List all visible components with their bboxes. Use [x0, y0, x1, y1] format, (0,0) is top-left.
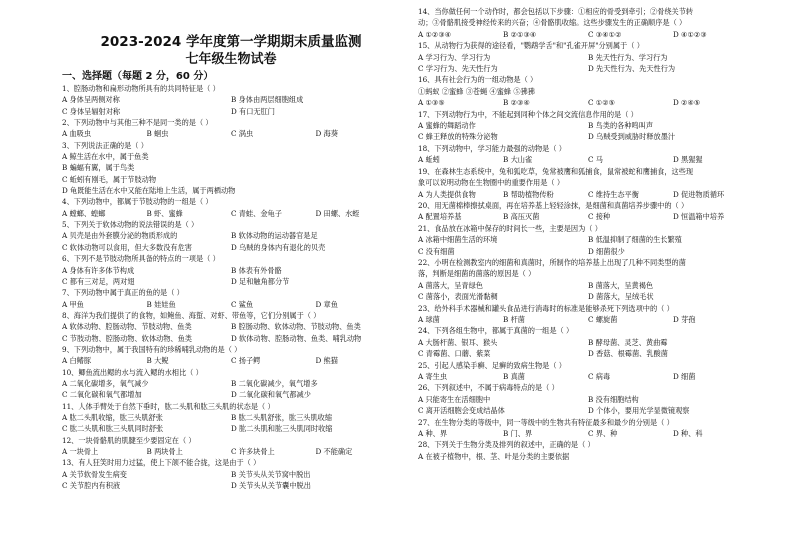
answer-option: D 恒温箱中培养: [673, 212, 725, 222]
options-row: [62, 412, 400, 423]
answer-option: C 蜂王释放的特殊分泌物: [418, 132, 498, 142]
question-line: 19、在森林生态系统中，兔和狐吃草，兔常被鹰和狐捕食，鼠常被蛇和鹰捕食，这些现: [418, 166, 694, 176]
answer-option: D 细菌很少: [588, 246, 625, 256]
answer-option: C 青蛙、金龟子: [231, 208, 282, 218]
answer-option: D 种、科: [673, 429, 703, 439]
answer-option: A 甲鱼: [62, 299, 84, 309]
options-row: [418, 394, 758, 405]
options-row: [62, 299, 400, 310]
options-row: [418, 348, 758, 359]
answer-option: B 鸟类的各种鸣叫声: [588, 121, 654, 131]
answer-option: A 配置培养基: [418, 212, 462, 222]
options-row: [418, 280, 758, 291]
answer-option: D 个体小，要用光学显微镜观察: [588, 406, 690, 416]
answer-option: A 冰箱中细菌生活的环境: [418, 235, 498, 245]
question-line: 27、在生物分类的等级中，同一等级中的生物共有特征最多和最少的分别是（ ）: [418, 417, 674, 427]
answer-option: A 菌落大，呈青绿色: [418, 280, 483, 290]
left-questions: [62, 83, 400, 491]
answer-option: B 软体动物的运动器官是足: [231, 231, 318, 241]
options-row: [62, 276, 400, 287]
answer-option: D 乌贼受到威胁时释放墨汁: [588, 132, 676, 142]
answer-option: B 大山雀: [503, 155, 533, 165]
options-row: [418, 246, 758, 257]
question-line: C 蚯蚓有刚毛，属于节肢动物: [62, 174, 157, 184]
answer-option: D 促进物质循环: [673, 189, 725, 199]
answer-option: D 细菌: [673, 372, 696, 381]
question-line: 4、下列动物中，都属于节肢动物的一组是（ ）: [62, 197, 213, 207]
answer-option: A 身体呈两侧对称: [62, 95, 120, 105]
answer-option: A 为人类提供食物: [418, 189, 476, 199]
answer-option: B 二氧化碳减少，氧气增多: [231, 378, 318, 388]
options-row: [418, 211, 758, 222]
answer-option: A 肱二头肌收缩，肱三头肌舒张: [62, 412, 163, 422]
answer-option: B 娃娃鱼: [146, 299, 176, 309]
answer-option: C 二氧化碳和氧气都增加: [62, 390, 142, 400]
question-line: 14、当你做任何一个动作时，都会包括以下步骤：①相应的骨受到牵引；②骨绕关节转: [418, 7, 694, 16]
options-row: [62, 106, 400, 117]
answer-option: C 界、种: [588, 429, 618, 439]
question-line: 16、具有社会行为的一组动物是（ ）: [418, 75, 538, 85]
answer-option: A ①③⑤: [418, 98, 445, 108]
answer-option: D ②④⑤: [673, 98, 701, 108]
answer-option: A 蚯蚓: [418, 155, 440, 165]
answer-option: B 虾、蜜蜂: [146, 208, 183, 218]
options-row: [418, 234, 758, 245]
answer-option: D 关节头从关节囊中脱出: [231, 481, 311, 491]
section-heading: 一、选择题（每题 2 分，60 分）: [62, 71, 214, 82]
question-line: 12、一块骨骼肌的肌腱至少要固定在（ ）: [62, 435, 196, 445]
answer-option: B 杆菌: [503, 314, 525, 324]
answer-option: D 章鱼: [315, 299, 338, 309]
options-row: [418, 63, 758, 74]
answer-option: C 节肢动物、腔肠动物、软体动物、鱼类: [62, 333, 192, 343]
answer-option: C 马: [588, 155, 603, 165]
options-row: [418, 189, 758, 200]
question-line: D 龟既能生活在水中又能在陆地上生活，属于两栖动物: [62, 186, 236, 196]
right-column: [418, 0, 758, 462]
options-row: [62, 423, 400, 434]
answer-option: B 没有细胞结构: [588, 394, 639, 404]
options-row: [418, 314, 758, 325]
answer-option: A 二氧化碳增多，氧气减少: [62, 378, 149, 388]
answer-option: A 贝壳是由外套膜分泌的物质形成的: [62, 231, 178, 241]
answer-option: B 菌落大，呈黄褐色: [588, 280, 654, 290]
options-row: [62, 333, 400, 344]
question-line: 6、下列不是节肢动物所具备的特点的一项是（ ）: [62, 254, 220, 264]
answer-option: B 真菌: [503, 372, 525, 381]
answer-option: C 病毒: [588, 372, 611, 381]
answer-option: B 肱二头肌舒张，肱三头肌收缩: [231, 412, 333, 422]
answer-option: B 酵母菌、灵芝、黄曲霉: [588, 337, 668, 347]
answer-option: A 软体动物、腔肠动物、节肢动物、鱼类: [62, 322, 192, 332]
question-line: 落，判断是细菌的菌落的原因是（ ）: [418, 269, 536, 279]
answer-option: B ②③④: [503, 98, 530, 108]
question-line: 7、下列动物中属于真正的鱼的是（ ）: [62, 288, 184, 298]
answer-option: D 黑猩猩: [673, 155, 703, 165]
answer-option: C 许多块骨上: [231, 447, 275, 456]
options-row: [418, 29, 758, 40]
options-row: [62, 389, 400, 400]
answer-option: C 扬子鳄: [231, 356, 261, 366]
right-questions: [418, 6, 758, 462]
question-line: 3、下列说法正确的是（ ）: [62, 140, 148, 150]
answer-option: B 门、界: [503, 429, 533, 439]
answer-option: C 涡虫: [231, 129, 254, 139]
answer-option: C 青霉菌、口蘑、紫菜: [418, 349, 491, 359]
answer-option: C 接种: [588, 212, 611, 222]
options-row: [62, 265, 400, 276]
answer-option: A 一块骨上: [62, 447, 99, 456]
question-line: 25、引起人感染手癣、足癣的致病生物是（ ）: [418, 360, 566, 370]
left-column: [62, 0, 400, 491]
answer-option: B 两块骨上: [146, 447, 183, 456]
answer-option: B 蛔虫: [146, 129, 169, 139]
answer-option: C 身体呈辐射对称: [62, 106, 121, 116]
answer-option: B 大鲵: [146, 356, 169, 366]
answer-option: C 软体动物可以食用，但大多数没有危害: [62, 242, 192, 252]
options-row: [418, 131, 758, 142]
answer-option: A 只能寄生在活细胞中: [418, 394, 491, 404]
question-line: 26、下列叙述中，不属于病毒特点的是（ ）: [418, 383, 559, 393]
question-line: 22、小明在检测教室内的细菌和真菌时，所制作的培养基上出现了几种不同类型的菌: [418, 257, 686, 267]
answer-option: A 学习行为、学习行为: [418, 52, 491, 62]
answer-option: B 低温抑制了细菌的生长繁殖: [588, 235, 682, 245]
answer-option: A 血吸虫: [62, 129, 92, 139]
options-row: [62, 230, 400, 241]
question-line: 20、用无菌棉棒擦拭桌面，再在培养基上轻轻涂抹，是细菌和真菌培养步骤中的（ ）: [418, 200, 689, 210]
options-row: [418, 120, 758, 131]
answer-option: D 海葵: [315, 129, 338, 139]
answer-option: B 体表有外骨骼: [231, 265, 282, 275]
answer-option: A 蜜蜂的舞蹈动作: [418, 121, 476, 131]
answer-option: B 高压灭菌: [503, 212, 540, 222]
question-line: 28、下列关于生物分类及排列的叙述中，正确的是（ ）: [418, 440, 595, 450]
question-line: 11、人体手臂处于自然下垂时，肱二头肌和肱三头肌的状态是（ ）: [62, 401, 275, 411]
answer-option: A 球菌: [418, 314, 440, 324]
options-row: [418, 405, 758, 416]
question-line: A 鲸生活在水中，属于鱼类: [62, 152, 149, 162]
answer-option: D 肱二头肌和肱三头肌同时收缩: [231, 424, 333, 434]
answer-option: D 乌贼的身体内有退化的贝壳: [231, 242, 326, 252]
options-row: [418, 337, 758, 348]
answer-option: C 离开活细胞会变成结晶体: [418, 406, 505, 416]
options-row: [62, 469, 400, 480]
answer-option: A 身体有许多体节构成: [62, 265, 135, 275]
question-line: 动；③骨骼肌接受神经传来的兴奋；④骨骼肌收缩。这些步骤发生的正确顺序是（ ）: [418, 18, 687, 28]
answer-option: C 没有细菌: [418, 246, 455, 256]
question-line: 2、下列动物中与其他三种不是同一类的是（ ）: [62, 118, 213, 128]
answer-option: B 腔肠动物、软体动物、节肢动物、鱼类: [231, 322, 361, 332]
options-row: [418, 97, 758, 108]
answer-option: D 熊猫: [315, 356, 338, 366]
answer-option: A 螳螂、蝗螂: [62, 208, 106, 218]
answer-option: B 身体由两层细胞组成: [231, 95, 304, 105]
options-row: [62, 208, 400, 219]
answer-option: D ④①②③: [673, 29, 707, 39]
question-line: 17、下列动物行为中，不能起到同种个体之间交流信息作用的是（ ）: [418, 109, 638, 119]
question-line: ①蚂蚁 ②蜜蜂 ③苍蝇 ④蜜蜂 ⑤狒狒: [418, 86, 535, 96]
answer-option: C ①②⑤: [588, 98, 616, 108]
answer-option: C 都有三对足，两对翅: [62, 276, 135, 286]
options-row: [418, 52, 758, 63]
answer-option: A ①②③④: [418, 29, 452, 39]
answer-option: C 螺旋菌: [588, 314, 618, 324]
options-row: [418, 371, 758, 382]
answer-option: D 二氧化碳和氧气都减少: [231, 390, 311, 400]
answer-option: A 关节软骨发生病变: [62, 469, 127, 479]
options-row: [62, 128, 400, 139]
question-line: 5、下列关于软体动物的说法错误的是（ ）: [62, 220, 199, 230]
answer-option: A 大肠杆菌、银耳、猴头: [418, 337, 498, 347]
answer-option: C ③④①②: [588, 29, 622, 39]
question-line: 10、鲫鱼流出鳃的水与流入鳃的水相比（ ）: [62, 367, 203, 377]
options-row: [62, 355, 400, 366]
options-row: [418, 428, 758, 439]
question-line: 1、腔肠动物和扁形动物所具有的共同特征是（ ）: [62, 84, 220, 93]
exam-subtitle: 七年级生物试卷: [185, 52, 277, 67]
question-line: 18、下列动物中，学习能力最强的动物是（ ）: [418, 143, 566, 153]
question-line: B 蝙蝠有翼，属于鸟类: [62, 163, 135, 173]
options-row: [62, 378, 400, 389]
answer-option: B 帮助植物传粉: [503, 189, 554, 199]
answer-option: C 肱二头肌和肱三头肌同时舒张: [62, 424, 164, 434]
answer-option: D 有口无肛门: [231, 106, 275, 116]
options-row: [62, 480, 400, 491]
answer-option: D 芽孢: [673, 314, 696, 324]
answer-option: A 寄生虫: [418, 372, 448, 381]
options-row: [418, 291, 758, 302]
answer-option: D 香菇、根霉菌、乳酸菌: [588, 349, 668, 359]
question-line: A 在被子植物中，根、茎、叶是分类的主要依据: [418, 451, 570, 461]
answer-option: A 种、界: [418, 429, 448, 439]
answer-option: C 菌落小，表面光滑黏稠: [418, 292, 498, 302]
answer-option: D 足和触角都分节: [231, 276, 290, 286]
answer-option: B ②①③④: [503, 29, 537, 39]
answer-option: D 软体动物、腔肠动物、鱼类、哺乳动物: [231, 333, 362, 343]
question-line: 象可以说明动物在生物圈中的重要作用是（ ）: [418, 178, 565, 188]
answer-option: D 田螺、水蛭: [315, 208, 360, 218]
answer-option: C 学习行为、先天性行为: [418, 64, 498, 74]
question-line: 23、给外科手术器械和罐头食品进行消毒时的标准是能够杀死下列选项中的（ ）: [418, 303, 674, 313]
answer-option: D 菌落大，呈绒毛状: [588, 292, 654, 302]
options-row: [62, 446, 400, 457]
options-row: [62, 321, 400, 332]
answer-option: D 先天性行为、先天性行为: [588, 64, 676, 74]
options-row: [418, 154, 758, 165]
options-row: [62, 242, 400, 253]
question-line: 13、有人狂笑时用力过猛，使上下颌不能合拢，这是由于（ ）: [62, 458, 261, 468]
answer-option: A 白鳍豚: [62, 356, 92, 366]
answer-option: D 不能确定: [315, 447, 353, 456]
options-row: [62, 94, 400, 105]
exam-title: 2023-2024 学年度第一学期期末质量监测: [100, 34, 362, 50]
answer-option: B 先天性行为、学习行为: [588, 52, 668, 62]
question-line: 21、食品放在冰箱中保存的时间长一些，主要是因为（ ）: [418, 223, 602, 233]
answer-option: C 关节腔内有积液: [62, 481, 121, 491]
question-line: 24、下列各组生物中，都属于真菌的一组是（ ）: [418, 326, 574, 336]
question-line: 8、海洋为我们提供了的食物，如鲍鱼、海蜇、对虾、带鱼等，它们分别属于（ ）: [62, 310, 321, 320]
answer-option: C 维持生态平衡: [588, 189, 639, 199]
answer-option: C 鲨鱼: [231, 299, 254, 309]
question-line: 15、从动物行为获得的途径看，"鹦鹉学舌"和"孔雀开屏"分别属于（ ）: [418, 41, 644, 51]
question-line: 9、下列动物中，属于我国特有的珍稀哺乳动物的是（ ）: [62, 344, 242, 354]
answer-option: B 关节头从关节窝中脱出: [231, 469, 311, 479]
